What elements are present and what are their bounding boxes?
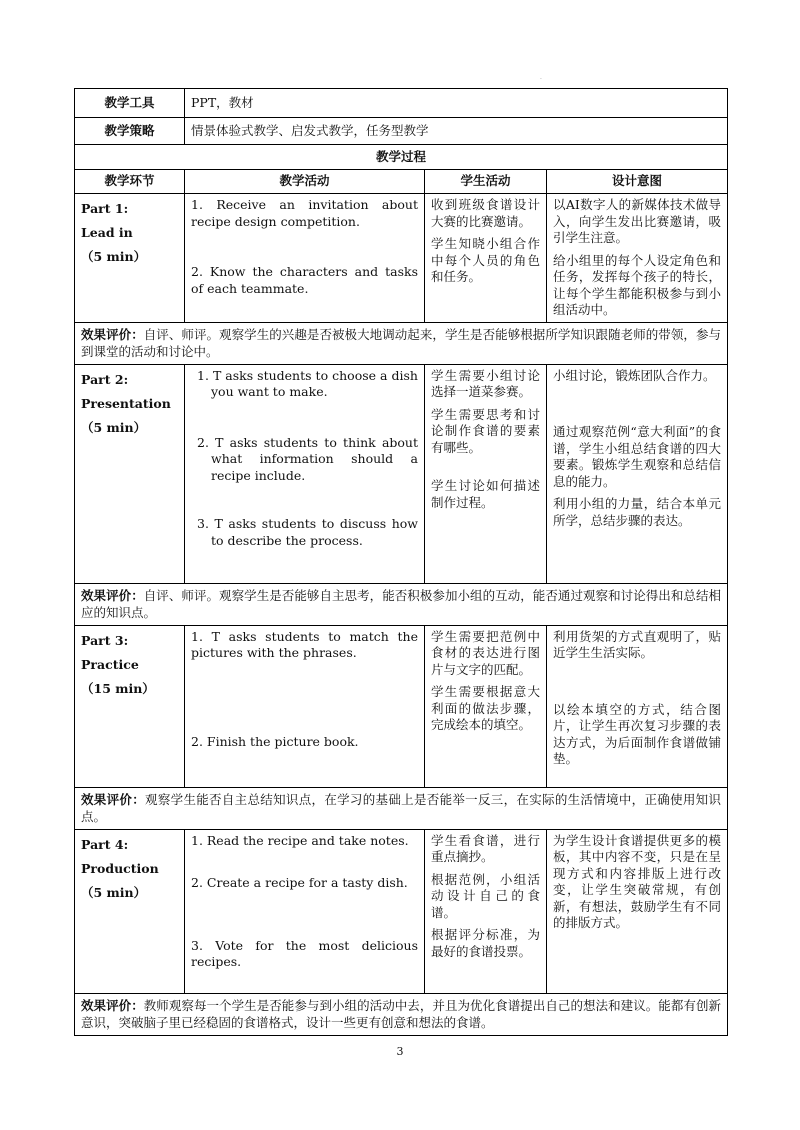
part-1-activities xyxy=(185,194,425,323)
top-mark: · xyxy=(540,76,542,83)
part-1-name: Part 1: xyxy=(81,201,129,216)
part-2-eval xyxy=(75,583,728,625)
header-design-intent: 设计意图 xyxy=(547,170,728,194)
part-2-intent-2: 通过观察范例“意大利面”的食谱，学生小组总结食谱的四大要素。锻炼学生观察和总结信息的能力。 xyxy=(553,424,722,489)
part-2-eval-label: 效果评价： xyxy=(81,587,144,603)
part-1-eval-row xyxy=(75,322,728,364)
strategy-label: 教学策略 xyxy=(75,118,185,145)
part-4-label xyxy=(75,829,185,993)
part-1-eval-label: 效果评价： xyxy=(81,326,144,342)
part-1-activity-1: 1. Receive an invitation about recipe design competition. xyxy=(191,197,418,229)
part-3-label xyxy=(75,625,185,787)
part-4-sub: Production xyxy=(81,860,159,876)
part-4-activity-2: 2. Create a recipe for a tasty dish. xyxy=(191,875,408,890)
page-number: 3 xyxy=(396,1045,404,1058)
part-1-eval xyxy=(75,322,728,364)
part-3-activity-2: 2. Finish the picture book. xyxy=(191,733,359,749)
part-3-intent-1: 利用货架的方式直观明了，贴近学生生活实际。 xyxy=(553,628,722,660)
part-2-intents xyxy=(547,364,728,583)
part-1-intents xyxy=(547,194,728,323)
part-4-eval-row xyxy=(75,993,728,1035)
part-1-time: （5 min） xyxy=(81,249,147,264)
strategy-row xyxy=(75,118,728,145)
part-3-eval-row xyxy=(75,787,728,829)
part-3-student-2: 学生需要根据意大利面的做法步骤，完成绘本的填空。 xyxy=(431,684,540,732)
part-4-activity-3: 3. Vote for the most delicious recipes. xyxy=(191,937,418,969)
part-4-activity-1: 1. Read the recipe and take notes. xyxy=(191,832,409,848)
part-3-name: Part 3: xyxy=(81,632,129,648)
part-3-eval-text: 观察学生能否自主总结知识点，在学习的基础上是否能举一反三，在实际的生活情境中，正确使用知识点。 xyxy=(81,791,721,824)
lesson-plan-table xyxy=(74,88,728,1036)
part-4-row xyxy=(75,829,728,993)
part-3-time: （15 min） xyxy=(81,680,155,696)
part-1-student-1: 收到班级食谱设计大赛的比赛邀请。 xyxy=(431,197,540,229)
tools-label: 教学工具 xyxy=(75,89,185,118)
header-row xyxy=(75,170,728,194)
part-2-activity-3: 3. T asks students to discuss how to describe the process. xyxy=(197,516,418,548)
part-4-eval-label: 效果评价： xyxy=(81,997,144,1013)
part-3-activity-1: 1. T asks students to match the pictures with the phrases. xyxy=(191,628,418,660)
header-teaching-activity: 教学活动 xyxy=(185,170,425,194)
part-2-student-2: 学生需要思考和讨论制作食谱的要素有哪些。 xyxy=(431,406,540,455)
part-3-students xyxy=(425,625,547,787)
part-4-activities xyxy=(185,829,425,993)
part-4-student-2: 根据范例，小组活动设计自己的食谱。 xyxy=(431,871,540,920)
part-1-intent-2: 给小组里的每个人设定角色和任务，发挥每个孩子的特长，让每个学生都能积极参与到小组活动中。 xyxy=(553,252,722,317)
process-title: 教学过程 xyxy=(75,145,728,170)
tools-value: PPT，教材 xyxy=(185,89,728,118)
part-2-eval-text: 自评、师评。观察学生是否能够自主思考，能否积极参加小组的互动，能否通过观察和讨论得出和总结相应的知识点。 xyxy=(81,587,721,620)
process-title-row xyxy=(75,145,728,170)
part-2-intent-3: 利用小组的力量，结合本单元所学，总结步骤的表达。 xyxy=(553,496,722,528)
part-3-eval xyxy=(75,787,728,829)
part-4-students xyxy=(425,829,547,993)
strategy-value: 情景体验式教学、启发式教学，任务型教学 xyxy=(185,118,728,145)
part-3-student-1: 学生需要把范例中食材的表达进行图片与文字的匹配。 xyxy=(431,628,540,677)
part-1-intent-1: 以AI数字人的新媒体技术做导入，向学生发出比赛邀请，吸引学生注意。 xyxy=(553,197,722,245)
part-3-row xyxy=(75,625,728,787)
part-1-student-2: 学生知晓小组合作中每个人员的角色和任务。 xyxy=(431,236,540,284)
part-3-activities xyxy=(185,625,425,787)
part-2-student-1: 学生需要小组讨论选择一道菜参赛。 xyxy=(431,367,540,399)
part-1-row xyxy=(75,194,728,323)
part-4-student-3: 根据评分标准，为最好的食谱投票。 xyxy=(431,927,540,959)
part-1-activity-2: 2. Know the characters and tasks of each teammate. xyxy=(191,264,418,296)
part-4-intent-1: 为学生设计食谱提供更多的模板，其中内容不变，只是在呈现方式和内容排版上进行改变，让学生突破常规，有创新，有想法，鼓励学生有不同的排版方式。 xyxy=(553,832,722,930)
part-2-student-3: 学生讨论如何描述制作过程。 xyxy=(431,478,540,510)
part-1-sub: Lead in xyxy=(81,225,133,240)
part-1-students xyxy=(425,194,547,323)
header-student-activity: 学生活动 xyxy=(425,170,547,194)
part-4-eval xyxy=(75,993,728,1035)
header-section: 教学环节 xyxy=(75,170,185,194)
part-4-time: （5 min） xyxy=(81,884,147,900)
part-3-sub: Practice xyxy=(81,656,139,672)
part-2-name: Part 2: xyxy=(81,371,129,387)
part-2-activity-1: 1. T asks students to choose a dish you want to make. xyxy=(197,367,418,399)
part-2-intent-1: 小组讨论，锻炼团队合作力。 xyxy=(553,367,716,383)
part-1-label xyxy=(75,194,185,323)
part-2-row xyxy=(75,364,728,583)
part-2-activity-2: 2. T asks students to think about what information should a recipe include. xyxy=(197,434,418,483)
part-2-eval-row xyxy=(75,583,728,625)
part-2-label xyxy=(75,364,185,583)
part-3-eval-label: 效果评价： xyxy=(81,791,146,807)
tools-row xyxy=(75,89,728,118)
part-4-name: Part 4: xyxy=(81,836,129,852)
part-1-eval-text: 自评、师评。观察学生的兴趣是否被极大地调动起来，学生是否能够根据所学知识跟随老师的带领，参与到课堂的活动和讨论中。 xyxy=(81,326,721,359)
part-2-time: （5 min） xyxy=(81,419,147,435)
part-3-intents xyxy=(547,625,728,787)
part-4-eval-text: 教师观察每一个学生是否能参与到小组的活动中去，并且为优化食谱提出自己的想法和建议。能都有创新意识，突破脑子里已经稳固的食谱格式，设计一些更有创意和想法的食谱。 xyxy=(81,997,721,1030)
part-3-intent-2: 以绘本填空的方式，结合图片，让学生再次复习步骤的表达方式，为后面制作食谱做铺垫。 xyxy=(553,701,722,766)
part-2-students xyxy=(425,364,547,583)
part-2-sub: Presentation xyxy=(81,395,171,411)
part-4-student-1: 学生看食谱，进行重点摘抄。 xyxy=(431,832,540,864)
part-4-intents xyxy=(547,829,728,993)
part-2-activities xyxy=(185,364,425,583)
